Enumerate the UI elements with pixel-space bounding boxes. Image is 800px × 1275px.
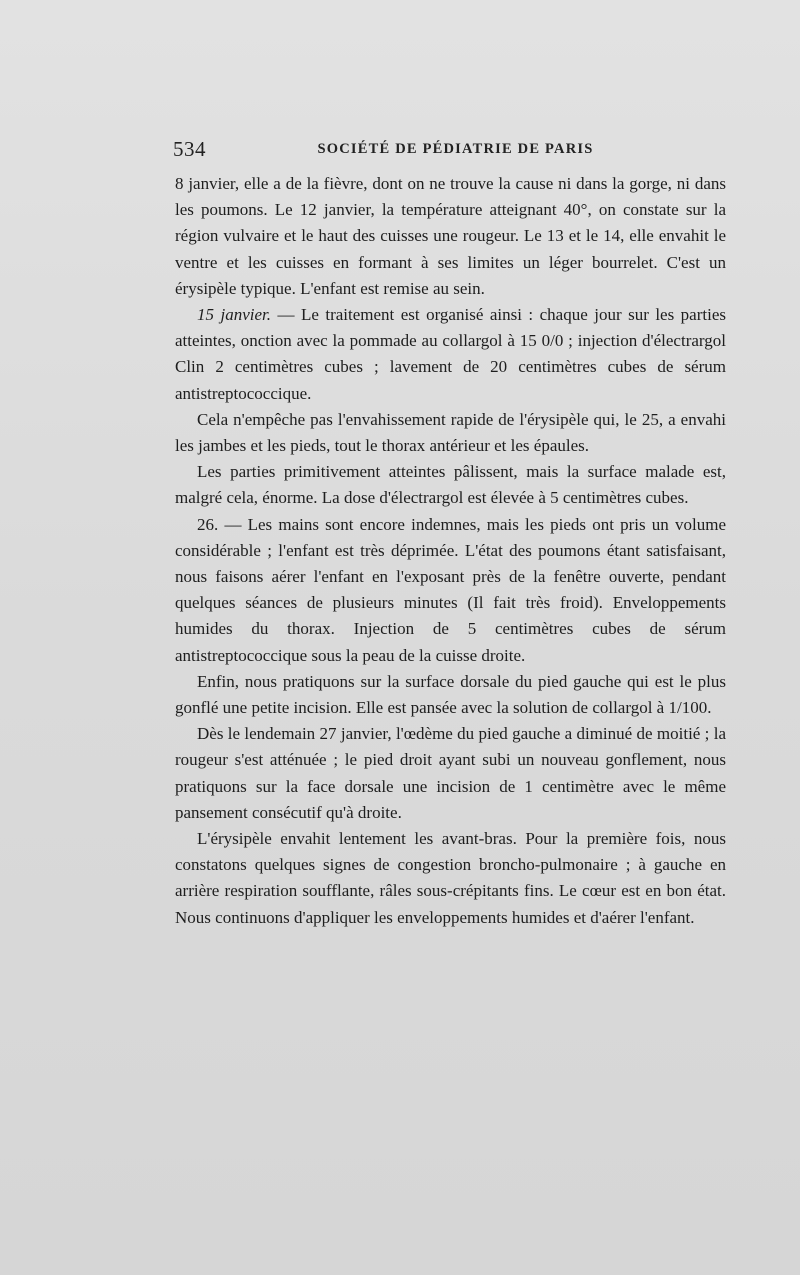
running-title: SOCIÉTÉ DE PÉDIATRIE DE PARIS	[317, 141, 594, 157]
paragraph-2	[175, 302, 726, 407]
paragraph-1: 8 janvier, elle a de la fièvre, dont on ne trouve la cause ni dans la gorge, ni dans les poumons. Le 12 janvier, la température atteignant 40°, on constate sur la région vulvaire et le haut des cuisses une rougeur. Le 13 et le 14, elle envahit le ventre et les cuisses en formant à ses limites un léger bourrelet. C'est un érysipèle typique. L'enfant est remise au sein.	[175, 174, 726, 298]
paragraph-4: Les parties primitivement atteintes pâlissent, mais la surface malade est, malgré cela, énorme. La dose d'électrargol est élevée à 5 centimètres cubes.	[175, 462, 726, 508]
paragraph-6: Enfin, nous pratiquons sur la surface dorsale du pied gauche qui est le plus gonflé une petite incision. Elle est pansée avec la solution de collargol à 1/100.	[175, 671, 726, 718]
body-text	[175, 171, 726, 931]
paragraph-2-text: — Le traitement est organisé ainsi : chaque jour sur les parties atteintes, onction avec la pommade au collargol à 15 0/0 ; injection d'électrargol Clin 2 centimètres cubes ; lavement de 20 centimètres cubes de sérum antistreptococcique.	[175, 305, 726, 403]
paragraph-8: L'érysipèle envahit lentement les avant-bras. Pour la première fois, nous constatons quelques signes de congestion broncho-pulmonaire ; à gauche en arrière respiration soufflante, râles sous-crépitants fins. Le cœur est en bon état. Nous continuons d'appliquer les enveloppements humides et d'aérer l'enfant.	[175, 829, 726, 927]
date-lead: 15 janvier.	[197, 305, 271, 325]
paragraph-3: Cela n'empêche pas l'envahissement rapide de l'érysipèle qui, le 25, a envahi les jambes et les pieds, tout le thorax antérieur et les épaules.	[175, 409, 726, 456]
paragraph-7: Dès le lendemain 27 janvier, l'œdème du pied gauche a diminué de moitié ; la rougeur s'est atténuée ; le pied droit ayant subi un nouveau gonflement, nous pratiquons sur la face dorsale une incision de 1 centimètre avec le même pansement consécutif qu'à droite.	[175, 724, 726, 822]
running-head	[173, 137, 726, 167]
page-number: 534	[173, 137, 206, 161]
paragraph-5: 26. — Les mains sont encore indemnes, mais les pieds ont pris un volume considérable ; l'enfant est très déprimée. L'état des poumons étant satisfaisant, nous faisons aérer l'enfant en l'exposant près de la fenêtre ouverte, pendant quelques séances de plusieurs minutes (Il fait très froid). Enveloppements humides du thorax. Injection de 5 centimètres cubes de sérum antistreptococcique sous la peau de la cuisse droite.	[175, 514, 726, 665]
